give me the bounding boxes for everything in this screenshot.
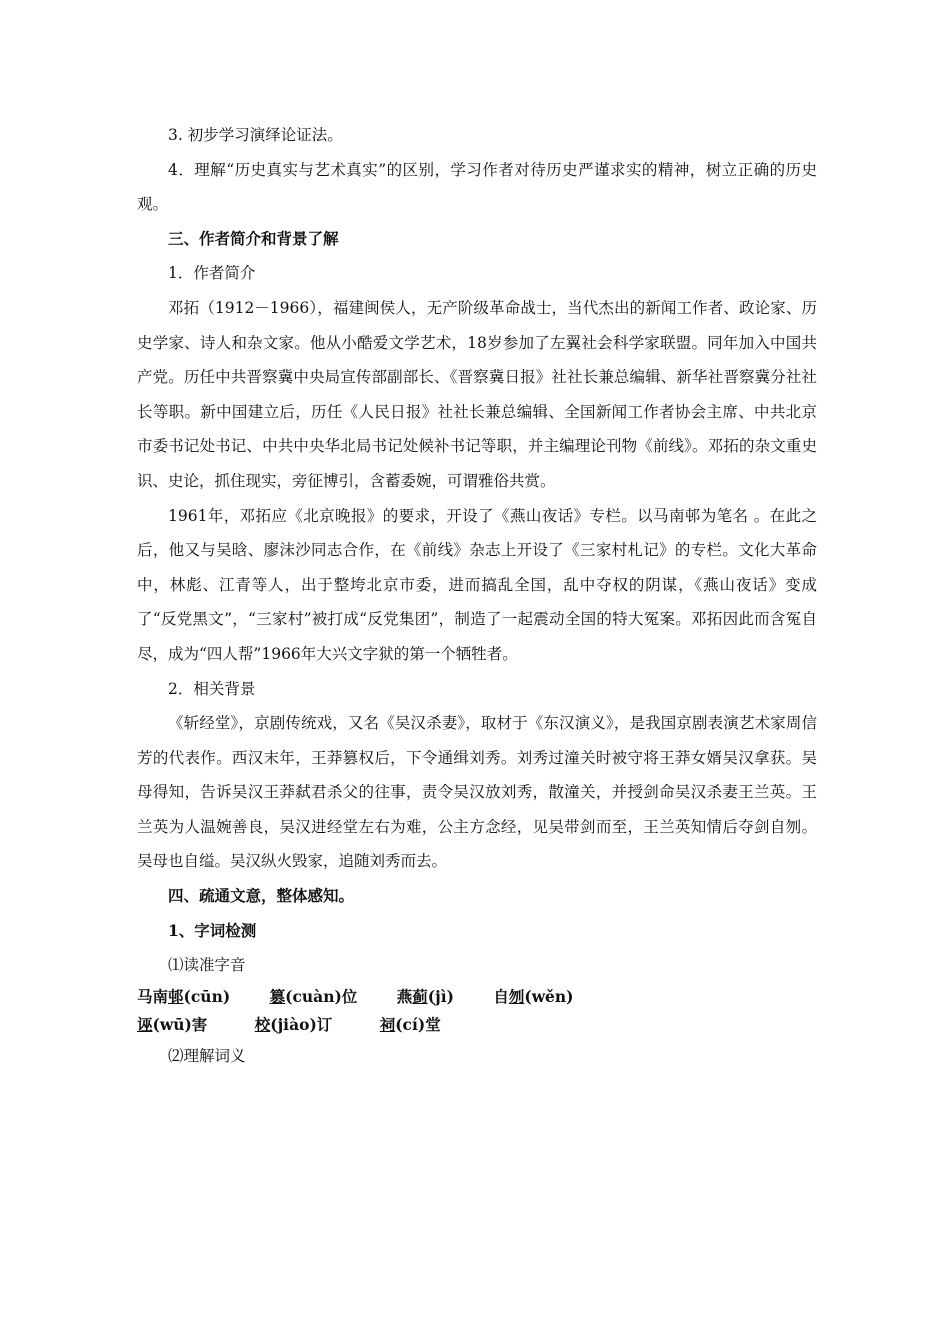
subheading-word-check: 1、字词检测 xyxy=(168,920,257,940)
pron-item: 马南邨(cūn) xyxy=(137,986,231,1006)
pron-item: 校(jiào)订 xyxy=(254,1014,333,1034)
pron-item: 诬(wū)害 xyxy=(137,1014,208,1034)
history-paragraph: 1961年，邓拓应《北京晚报》的要求，开设了《燕山夜话》专栏。以马南邨为笔名 。在此之后，他又与吴晗、廖沫沙同志合作，在《前线》杂志上开设了《三家村札记》的专栏。文化大革命中，林彪、江青等人，出于整垮北京市委，进而搞乱全国，乱中夺权的阴谋，《燕山夜话》变成了“反党黑文”，“三家村”被打成“反党集团”，制造了一起震动全国的特大冤案。邓拓因此而含冤自尽，成为“四人帮”1966年大兴文字狱的第一个牺牲者。 xyxy=(137,506,817,663)
section-heading-4: 四、疏通文意，整体感知。 xyxy=(168,886,355,906)
objective-3: 3. 初步学习演绎论证法。 xyxy=(168,126,343,144)
document-body xyxy=(137,118,817,1073)
author-bio-paragraph: 邓拓（1912－1966），福建闽侯人，无产阶级革命战士，当代杰出的新闻工作者、政论家、历史学家、诗人和杂文家。他从小酷爱文学艺术，18岁参加了左翼社会科学家联盟。同年加入中国共产党。历任中共晋察冀中央局宣传部副部长、《晋察冀日报》社社长兼总编辑、新华社晋察冀分社社长等职。新中国建立后，历任《人民日报》社社长兼总编辑、全国新闻工作者协会主席、中共北京市委书记处书记、中共中央华北局书记处候补书记等职，并主编理论刊物《前线》。邓拓的杂文重史识、史论，抓住现实，旁征博引，含蓄委婉，可谓雅俗共赏。 xyxy=(137,298,817,490)
subitem-word-meaning: ⑵理解词义 xyxy=(168,1046,246,1065)
pron-item: 燕蓟(jì) xyxy=(396,986,454,1006)
background-paragraph: 《斩经堂》，京剧传统戏，又名《吴汉杀妻》，取材于《东汉演义》，是我国京剧表演艺术家周信芳的代表作。西汉末年，王莽篡权后，下令通缉刘秀。刘秀过潼关时被守将王莽女婿吴汉拿获。吴母得知，告诉吴汉王莽弑君杀父的往事，责令吴汉放刘秀，散潼关，并授剑命吴汉杀妻王兰英。王兰英为人温婉善良，吴汉进经堂左右为难，公主方念经，见吴带剑而至，王兰英知情后夺剑自刎。吴母也自缢。吴汉纵火毁家，追随刘秀而去。 xyxy=(137,714,817,871)
pronunciation-row-2 xyxy=(137,1011,817,1039)
pron-item: 篡(cuàn)位 xyxy=(269,986,358,1006)
subitem-pronunciation: ⑴读准字音 xyxy=(168,956,246,975)
pron-item: 自刎(wěn) xyxy=(493,986,574,1006)
subheading-background: 2．相关背景 xyxy=(168,679,256,698)
pron-item: 祠(cí)堂 xyxy=(379,1014,441,1034)
pronunciation-row-1 xyxy=(137,983,817,1011)
subheading-author: 1．作者简介 xyxy=(168,264,256,283)
objective-4: 4．理解“历史真实与艺术真实”的区别，学习作者对待历史严谨求实的精神，树立正确的历史观。 xyxy=(137,160,817,214)
section-heading-3: 三、作者简介和背景了解 xyxy=(168,228,339,248)
